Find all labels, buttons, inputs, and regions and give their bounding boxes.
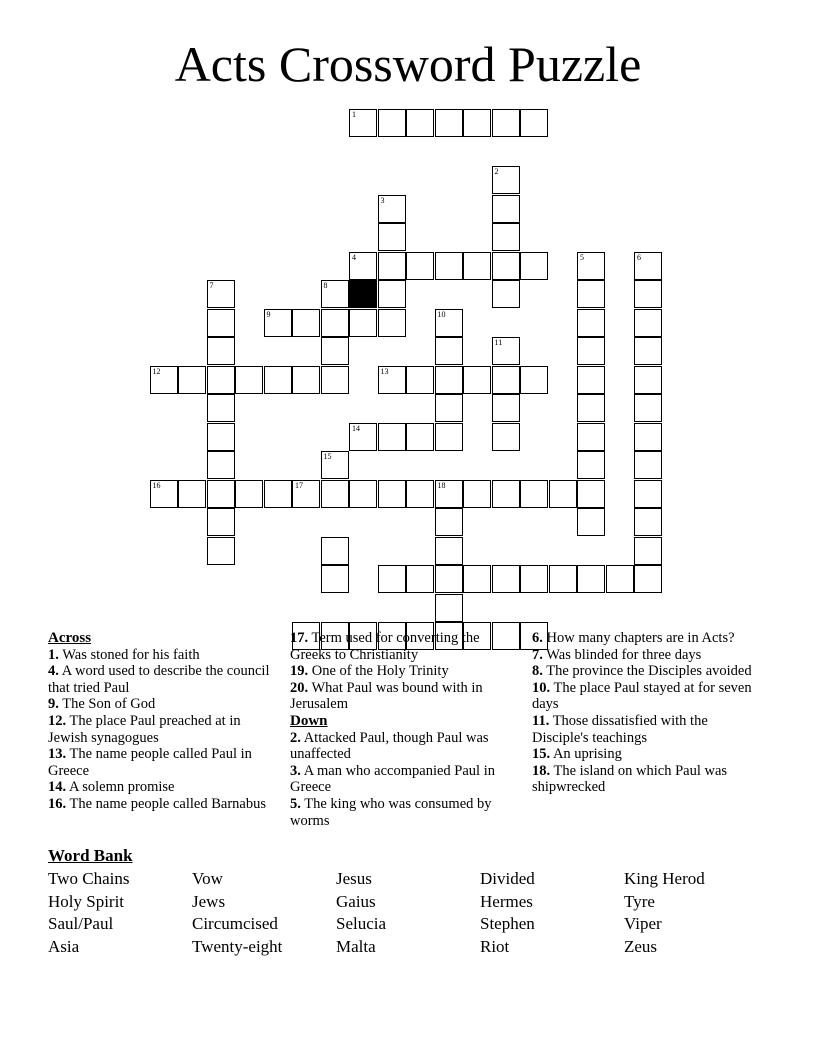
grid-cell[interactable] (378, 423, 406, 451)
grid-cell[interactable] (492, 337, 520, 365)
grid-cell[interactable] (435, 508, 463, 536)
clue-number: 18 (437, 480, 446, 490)
clue-number-label: 17. (290, 630, 309, 646)
clue-text: What Paul was bound with in Jerusalem (290, 679, 483, 713)
clue-number: 8 (323, 281, 328, 290)
grid-cell[interactable] (577, 565, 605, 593)
grid-cell[interactable] (634, 394, 662, 422)
clue-text: The Son of God (62, 696, 156, 713)
grid-cell[interactable] (378, 480, 406, 508)
grid-cell[interactable] (321, 565, 349, 593)
grid-cell[interactable] (577, 337, 605, 365)
across-heading: Across (48, 630, 92, 646)
grid-cell[interactable] (577, 480, 605, 508)
clue-number-label: 3. (290, 762, 301, 779)
clue-number-label: 6. (532, 630, 543, 646)
clue-number: 14 (352, 423, 360, 433)
page-title: Acts Crossword Puzzle (174, 36, 642, 92)
grid-cell[interactable] (463, 366, 491, 394)
word-bank-word: Circumcised (192, 914, 278, 933)
grid-cell[interactable] (492, 423, 520, 451)
grid-cell[interactable] (577, 394, 605, 422)
word-bank-word: Zeus (624, 936, 658, 956)
grid-cell[interactable] (463, 480, 491, 508)
grid-cell[interactable] (321, 480, 349, 508)
grid-cell[interactable] (406, 423, 434, 451)
grid-cell[interactable] (520, 252, 548, 280)
grid-cell[interactable] (577, 280, 605, 308)
grid-cell[interactable] (292, 366, 320, 394)
clue-column-2 (290, 630, 520, 829)
word-bank-word: Holy Spirit (48, 891, 125, 911)
clue-text: One of the Holy Trinity (311, 663, 449, 680)
clue-number-label: 4. (48, 663, 59, 680)
clue-text: The place Paul stayed at for seven days (532, 679, 752, 713)
grid-cell[interactable] (634, 423, 662, 451)
grid-cell[interactable] (634, 366, 662, 394)
grid-cell[interactable] (435, 252, 463, 280)
clue-item (290, 763, 520, 796)
word-bank-word: Twenty-eight (192, 936, 283, 956)
grid-cell[interactable] (577, 309, 605, 337)
clue-number-label: 12. (48, 712, 67, 729)
clue-number: 12 (152, 366, 161, 376)
clue-number-label: 19. (290, 663, 309, 680)
clue-text: An uprising (552, 746, 622, 763)
grid-cell[interactable] (435, 537, 463, 565)
clue-number: 10 (437, 309, 446, 319)
clue-number-label: 11. (532, 712, 550, 729)
clue-item (532, 713, 762, 746)
grid-cell[interactable] (606, 565, 634, 593)
black-cell (349, 280, 377, 308)
clue-text: The province the Disciples avoided (546, 663, 752, 680)
grid-cell[interactable] (235, 366, 263, 394)
grid-cell[interactable] (463, 252, 491, 280)
clue-item (290, 663, 520, 680)
grid-cell[interactable] (435, 394, 463, 422)
clue-number-label: 2. (290, 729, 301, 746)
grid-cell[interactable] (349, 252, 377, 280)
clue-text: The name people called Paul in Greece (48, 746, 252, 779)
grid-cell[interactable] (634, 537, 662, 565)
grid-cell[interactable] (492, 565, 520, 593)
grid-cell[interactable] (264, 309, 292, 337)
clue-item (48, 696, 276, 713)
grid-cell[interactable] (378, 366, 406, 394)
grid-cell[interactable] (435, 366, 463, 394)
word-bank-word: Two Chains (48, 869, 130, 888)
grid-cell[interactable] (492, 109, 520, 137)
clue-item (290, 796, 520, 829)
grid-cell[interactable] (178, 480, 206, 508)
word-bank-word: Vow (192, 869, 223, 888)
word-bank-word: Saul/Paul (48, 914, 114, 933)
clue-item (290, 630, 520, 663)
clue-number-label: 14. (48, 779, 67, 796)
grid-cell[interactable] (207, 423, 235, 451)
clue-text: A solemn promise (68, 779, 175, 796)
grid-cell[interactable] (150, 366, 178, 394)
clue-text: The island on which Paul was shipwrecked (532, 762, 728, 796)
word-bank-word: Viper (624, 914, 662, 933)
clue-number: 4 (352, 252, 356, 262)
grid-cell[interactable] (378, 309, 406, 337)
word-bank-word: Stephen (480, 914, 535, 933)
clue-number: 17 (295, 480, 303, 490)
grid-cell[interactable] (321, 280, 349, 308)
grid-cell[interactable] (321, 537, 349, 565)
grid-cell[interactable] (349, 480, 377, 508)
grid-cell[interactable] (435, 565, 463, 593)
grid-cell[interactable] (292, 480, 320, 508)
word-bank-word: Divided (480, 869, 535, 888)
grid-cell[interactable] (321, 337, 349, 365)
grid-cell[interactable] (634, 565, 662, 593)
grid-cell[interactable] (207, 537, 235, 565)
grid-cell[interactable] (378, 252, 406, 280)
grid-cell[interactable] (634, 309, 662, 337)
clue-item (532, 763, 762, 796)
clue-text: Attacked Paul, though Paul was unaffected (290, 729, 489, 763)
clue-item (532, 680, 762, 713)
grid-cell[interactable] (378, 280, 406, 308)
grid-cell[interactable] (378, 109, 406, 137)
clue-number: 16 (152, 480, 161, 490)
grid-cell[interactable] (207, 394, 235, 422)
clue-number-label: 18. (532, 762, 551, 779)
word-bank-word: Jesus (336, 869, 372, 888)
clue-item (290, 680, 520, 713)
grid-cell[interactable] (406, 366, 434, 394)
grid-cell[interactable] (349, 109, 377, 137)
grid-cell[interactable] (435, 309, 463, 337)
grid-cell[interactable] (406, 252, 434, 280)
grid-cell[interactable] (406, 565, 434, 593)
grid-cell[interactable] (492, 195, 520, 223)
clue-number: 2 (494, 167, 499, 176)
grid-cell[interactable] (577, 423, 605, 451)
clue-text: Term used for converting the Greeks to Christianity (290, 630, 480, 663)
grid-cell[interactable] (549, 565, 577, 593)
grid-cell[interactable] (321, 366, 349, 394)
word-bank-word: Selucia (336, 914, 387, 933)
grid-cell[interactable] (634, 508, 662, 536)
clue-column-1 (48, 630, 276, 813)
clue-text: A man who accompanied Paul in Greece (290, 762, 495, 796)
grid-cell[interactable] (321, 451, 349, 479)
clue-item (48, 796, 276, 813)
grid-cell[interactable] (577, 366, 605, 394)
clue-number: 9 (266, 309, 271, 319)
clue-number: 1 (352, 110, 356, 119)
grid-cell[interactable] (207, 309, 235, 337)
grid-cell[interactable] (292, 309, 320, 337)
clue-text: Was blinded for three days (546, 646, 702, 663)
clue-item (532, 630, 762, 647)
clue-item (48, 779, 276, 796)
clue-text: The name people called Barnabus (69, 795, 266, 812)
clue-number: 15 (323, 452, 332, 461)
grid-cell[interactable] (264, 480, 292, 508)
clue-text: Was stoned for his faith (62, 646, 200, 663)
clue-text: The place Paul preached at in Jewish synagogues (48, 712, 241, 746)
grid-cell[interactable] (520, 565, 548, 593)
grid-cell[interactable] (264, 366, 292, 394)
clue-number-label: 16. (48, 795, 67, 812)
grid-cell[interactable] (349, 309, 377, 337)
grid-cell[interactable] (634, 480, 662, 508)
clue-number-label: 15. (532, 746, 551, 763)
word-bank-word: Tyre (624, 891, 655, 911)
grid-cell[interactable] (634, 280, 662, 308)
clue-number: 7 (209, 281, 214, 290)
grid-cell[interactable] (520, 366, 548, 394)
grid-cell[interactable] (207, 508, 235, 536)
clue-column-3 (532, 630, 762, 796)
grid-cell[interactable] (463, 565, 491, 593)
clue-number: 5 (580, 252, 584, 262)
down-heading: Down (290, 712, 328, 729)
clue-number-label: 13. (48, 746, 67, 763)
clue-item (532, 663, 762, 680)
grid-cell[interactable] (492, 280, 520, 308)
word-bank-word: Riot (480, 936, 510, 956)
grid-cell[interactable] (634, 337, 662, 365)
clue-text: How many chapters are in Acts? (546, 630, 735, 646)
grid-cell[interactable] (435, 109, 463, 137)
clue-number-label: 10. (532, 679, 551, 696)
clue-number: 13 (380, 366, 389, 376)
grid-cell[interactable] (634, 252, 662, 280)
grid-cell[interactable] (492, 394, 520, 422)
clue-number-label: 9. (48, 696, 59, 713)
clue-item (532, 647, 762, 664)
grid-cell[interactable] (492, 223, 520, 251)
word-bank (48, 868, 788, 963)
grid-cell[interactable] (207, 366, 235, 394)
grid-cell[interactable] (207, 451, 235, 479)
grid-cell[interactable] (520, 109, 548, 137)
grid-cell[interactable] (207, 480, 235, 508)
grid-cell[interactable] (235, 480, 263, 508)
word-bank-word: Gaius (336, 891, 376, 911)
grid-cell[interactable] (435, 337, 463, 365)
clue-text: The king who was consumed by worms (290, 795, 492, 829)
grid-cell[interactable] (577, 451, 605, 479)
grid-cell[interactable] (321, 309, 349, 337)
grid-cell[interactable] (378, 223, 406, 251)
grid-cell[interactable] (349, 423, 377, 451)
word-bank-word: King Herod (624, 869, 705, 888)
grid-cell[interactable] (178, 366, 206, 394)
grid-cell[interactable] (577, 508, 605, 536)
word-bank-title: Word Bank (48, 846, 133, 865)
clue-item (48, 746, 276, 779)
grid-cell[interactable] (435, 423, 463, 451)
grid-cell[interactable] (634, 451, 662, 479)
grid-cell[interactable] (207, 280, 235, 308)
clue-item (48, 663, 276, 696)
grid-cell[interactable] (520, 480, 548, 508)
word-bank-word: Malta (336, 936, 376, 956)
word-bank-word: Asia (48, 936, 80, 956)
clue-text: Those dissatisfied with the Disciple's teachings (532, 712, 708, 746)
word-bank-word: Jews (192, 891, 226, 911)
grid-cell[interactable] (577, 252, 605, 280)
clue-number: 3 (380, 195, 385, 205)
clue-number-label: 7. (532, 646, 543, 663)
grid-cell[interactable] (492, 166, 520, 194)
clue-item (532, 746, 762, 763)
grid-cell[interactable] (378, 565, 406, 593)
clue-item (48, 713, 276, 746)
grid-cell[interactable] (207, 337, 235, 365)
clue-item (48, 647, 276, 664)
clue-number-label: 5. (290, 795, 301, 812)
clue-number-label: 20. (290, 679, 309, 696)
grid-cell[interactable] (492, 366, 520, 394)
grid-cell[interactable] (492, 252, 520, 280)
grid-cell[interactable] (406, 480, 434, 508)
clue-number: 6 (637, 252, 641, 262)
grid-cell[interactable] (549, 480, 577, 508)
grid-cell[interactable] (406, 109, 434, 137)
grid-cell[interactable] (378, 195, 406, 223)
grid-cell[interactable] (463, 109, 491, 137)
grid-cell[interactable] (492, 480, 520, 508)
word-bank-word: Hermes (480, 891, 533, 911)
grid-cell[interactable] (150, 480, 178, 508)
grid-cell[interactable] (435, 594, 463, 622)
clue-number-label: 8. (532, 663, 543, 680)
grid-cell[interactable] (435, 480, 463, 508)
clue-text: A word used to describe the council that tried Paul (48, 663, 270, 696)
clue-item (290, 730, 520, 763)
clue-number: 11 (494, 338, 503, 347)
clue-number-label: 1. (48, 646, 59, 663)
